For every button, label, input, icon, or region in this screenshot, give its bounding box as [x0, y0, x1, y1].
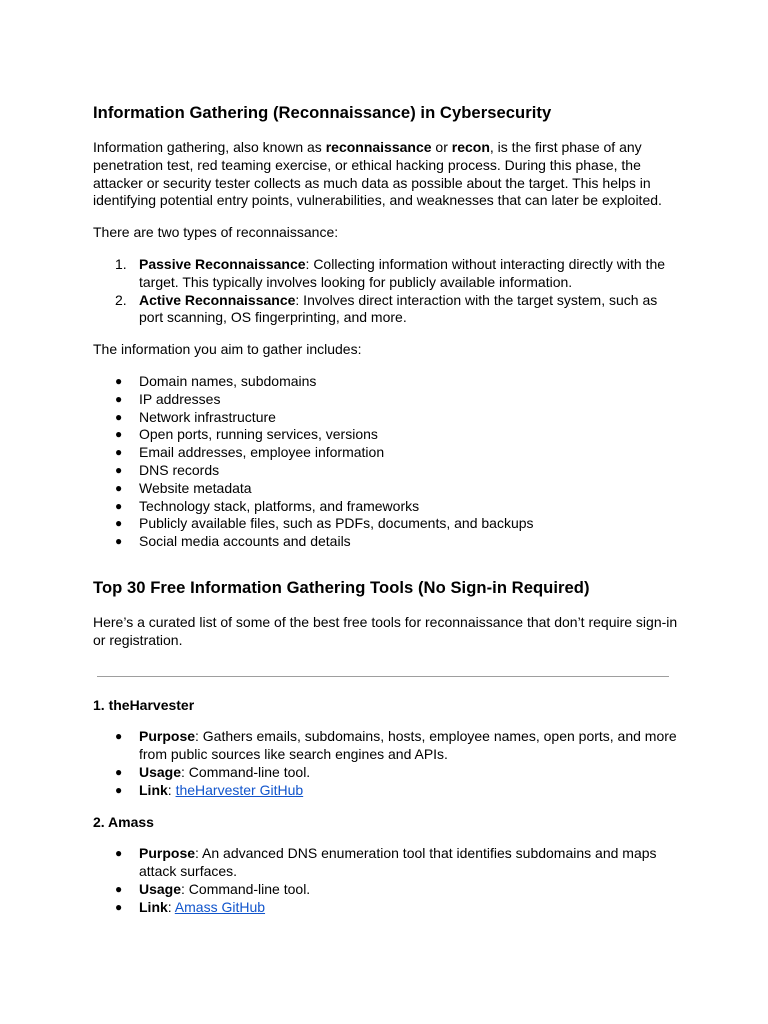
link-separator: :	[167, 898, 175, 915]
gather-list	[93, 373, 683, 551]
tool-link	[93, 782, 683, 800]
list-item-text: DNS records	[139, 461, 220, 478]
bullet-icon: ●	[115, 480, 123, 495]
list-item	[93, 533, 683, 551]
tool-usage	[93, 764, 683, 782]
usage-text: : Command-line tool.	[181, 763, 311, 780]
intro-paragraph	[93, 139, 683, 210]
list-item-text: Publicly available files, such as PDFs, documents, and backups	[139, 515, 534, 532]
bullet-icon: ●	[115, 729, 123, 744]
bullet-icon: ●	[115, 881, 123, 896]
purpose-text: : Gathers emails, subdomains, hosts, employee names, open ports, and more from public sources like search engines and APIs.	[139, 728, 677, 763]
list-item-text: Website metadata	[139, 479, 252, 496]
recon-types-list	[93, 256, 683, 327]
list-item-text: Domain names, subdomains	[139, 372, 317, 389]
purpose-text: : An advanced DNS enumeration tool that identifies subdomains and maps attack surfaces.	[139, 845, 657, 880]
term-passive: Passive Reconnaissance	[139, 255, 306, 272]
list-item-text: Open ports, running services, versions	[139, 426, 378, 443]
list-item	[93, 480, 683, 498]
list-item-text: Email addresses, employee information	[139, 444, 385, 461]
bullet-icon: ●	[115, 445, 123, 460]
bullet-icon: ●	[115, 391, 123, 406]
term-active: Active Reconnaissance	[139, 291, 296, 308]
list-item	[93, 426, 683, 444]
list-item	[93, 444, 683, 462]
bullet-icon: ●	[115, 516, 123, 531]
list-item	[93, 373, 683, 391]
list-item	[93, 498, 683, 516]
tool-title-theharvester: 1. theHarvester	[93, 696, 195, 713]
intro-text-1: Information gathering, also known as	[93, 139, 326, 155]
tool-usage	[93, 881, 683, 899]
document-body	[93, 103, 683, 931]
link-separator: :	[167, 781, 176, 798]
list-item	[93, 391, 683, 409]
link-label: Link	[139, 898, 168, 915]
tool-details-amass	[93, 845, 683, 916]
intro-text-3: , is the first phase of any penetration test, red teaming exercise, or ethical hacking process. During this phase, the attacker or security tester collects as much data as possible about the target. This helps in identifying potential entry points, vulnerabilities, and weaknesses that can later be exploited.	[93, 139, 662, 209]
theharvester-github-link[interactable]: theHarvester GitHub	[175, 781, 304, 798]
desc-active: : Involves direct interaction with the target system, such as port scanning, OS fingerprinting, and more.	[139, 291, 658, 326]
bullet-icon: ●	[115, 427, 123, 442]
tool-title-amass: 2. Amass	[93, 813, 154, 830]
tools-intro: Here’s a curated list of some of the best free tools for reconnaissance that don’t require sign-in or registration.	[93, 613, 678, 648]
list-item-text: Technology stack, platforms, and frameworks	[139, 497, 420, 514]
tool-purpose	[93, 845, 683, 881]
bullet-icon: ●	[115, 846, 123, 861]
list-item-passive	[93, 256, 683, 292]
usage-label: Usage	[139, 880, 182, 897]
tool-purpose	[93, 728, 683, 764]
intro-bold-recon: recon	[451, 139, 490, 155]
link-label: Link	[139, 781, 168, 798]
intro-text-2: or	[431, 139, 452, 155]
list-number: 1.	[115, 255, 127, 272]
tool-link	[93, 899, 683, 917]
usage-text: : Command-line tool.	[181, 880, 311, 897]
bullet-icon: ●	[115, 409, 123, 424]
bullet-icon: ●	[115, 899, 123, 914]
list-number: 2.	[115, 291, 127, 308]
tool-details-theharvester	[93, 728, 683, 799]
list-item-text: Network infrastructure	[139, 408, 276, 425]
bullet-icon: ●	[115, 373, 123, 388]
list-item	[93, 409, 683, 427]
list-item	[93, 515, 683, 533]
main-heading: Information Gathering (Reconnaissance) in Cybersecurity	[93, 103, 552, 122]
purpose-label: Purpose	[139, 845, 196, 862]
list-item-text: IP addresses	[139, 390, 221, 407]
desc-passive: : Collecting information without interacting directly with the target. This typically involves looking for publicly available information.	[139, 255, 666, 290]
list-item-text: Social media accounts and details	[139, 533, 351, 550]
types-intro: There are two types of reconnaissance:	[93, 224, 339, 241]
bullet-icon: ●	[115, 534, 123, 549]
bullet-icon: ●	[115, 782, 123, 797]
intro-bold-reconnaissance: reconnaissance	[325, 139, 432, 155]
bullet-icon: ●	[115, 498, 123, 513]
tools-heading: Top 30 Free Information Gathering Tools (No Sign-in Required)	[93, 577, 590, 597]
bullet-icon: ●	[115, 764, 123, 779]
gather-intro: The information you aim to gather includes:	[93, 341, 362, 358]
purpose-label: Purpose	[139, 728, 196, 745]
bullet-icon: ●	[115, 462, 123, 477]
amass-github-link[interactable]: Amass GitHub	[174, 898, 266, 915]
list-item	[93, 462, 683, 480]
usage-label: Usage	[139, 763, 182, 780]
list-item-active	[93, 292, 683, 328]
horizontal-divider	[97, 676, 669, 677]
